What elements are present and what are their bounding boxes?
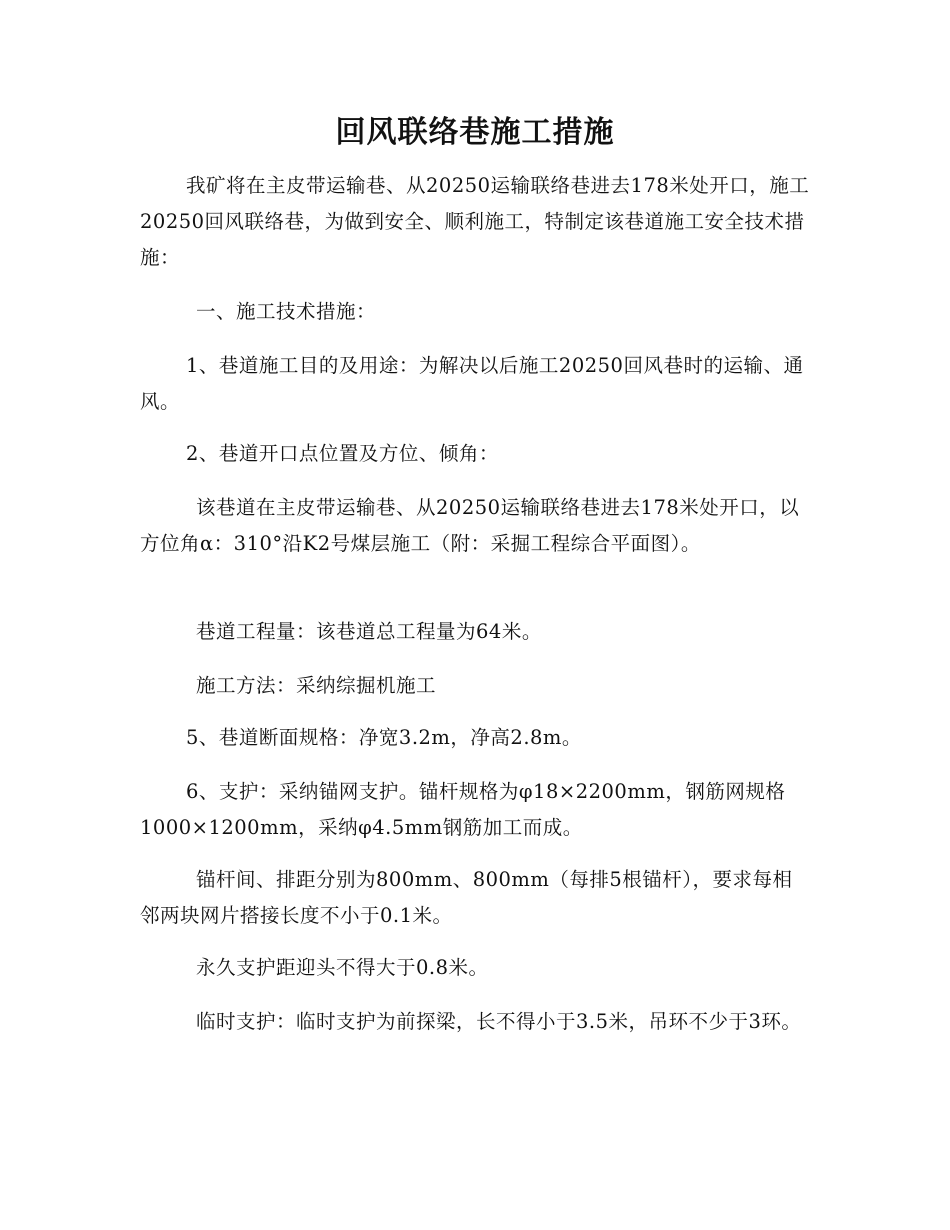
document-title: 回风联络巷施工措施 <box>335 115 615 150</box>
paragraph-temporary-support: 临时支护：临时支护为前探梁，长不得小于3.5米，吊环不少于3环。 <box>196 1010 802 1033</box>
paragraph-item-1: 1、巷道施工目的及用途：为解决以后施工20250回风巷时的运输、通风。 <box>140 354 804 413</box>
paragraph-intro: 我矿将在主皮带运输巷、从20250运输联络巷进去178米处开口，施工20250回风联络巷，为做到安全、顺利施工，特制定该巷道施工安全技术措施： <box>140 174 810 269</box>
paragraph-item-6: 6、支护：采纳锚网支护。锚杆规格为φ18×2200mm，钢筋网规格1000×1200mm，采纳φ4.5mm钢筋加工而成。 <box>140 780 786 839</box>
section-heading-1: 一、施工技术措施： <box>196 300 377 323</box>
paragraph-item-2: 2、巷道开口点位置及方位、倾角： <box>186 442 499 465</box>
paragraph-location: 该巷道在主皮带运输巷、从20250运输联络巷进去178米处开口，以方位角α：310°沿K2号煤层施工（附：采掘工程综合平面图）。 <box>140 496 800 555</box>
paragraph-method: 施工方法：采纳综掘机施工 <box>196 674 437 697</box>
paragraph-item-5: 5、巷道断面规格：净宽3.2m，净高2.8m。 <box>186 726 582 749</box>
paragraph-permanent-support: 永久支护距迎头不得大于0.8米。 <box>196 956 489 979</box>
paragraph-workload: 巷道工程量：该巷道总工程量为64米。 <box>196 620 542 643</box>
paragraph-bolt-spacing: 锚杆间、排距分别为800mm、800mm（每排5根锚杆），要求每相邻两块网片搭接长度不小于0.1米。 <box>140 868 793 927</box>
